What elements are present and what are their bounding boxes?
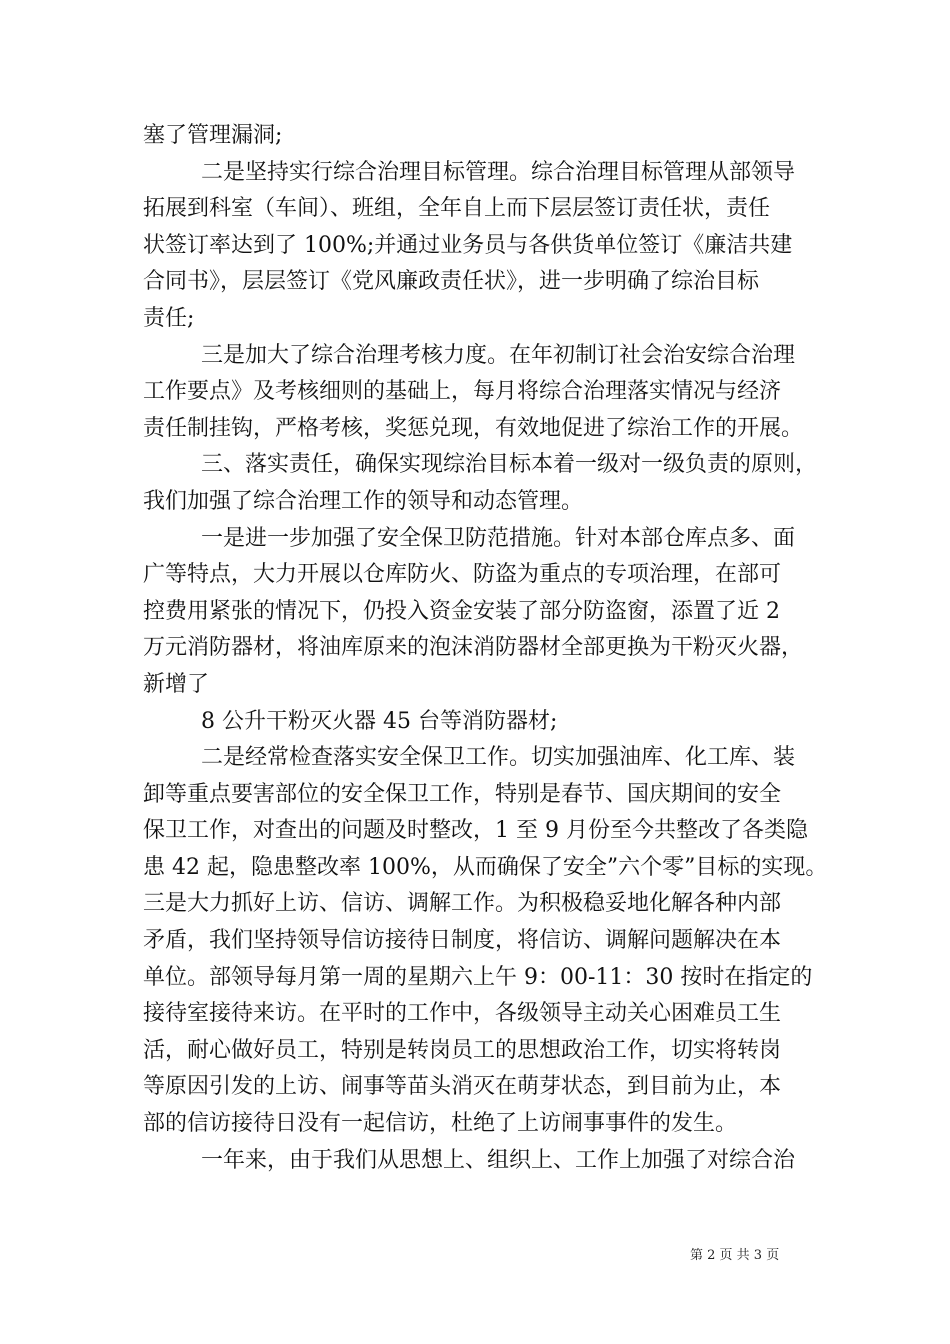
body-text-line: 广等特点，大力开展以仓库防火、防盗为重点的专项治理，在部可 [143,562,782,588]
body-text-line: 一是进一步加强了安全保卫防范措施。针对本部仓库点多、面 [201,525,796,551]
page-number-footer: 第 2 页 共 3 页 [690,1248,780,1263]
body-text-line: 责任制挂钩，严格考核，奖惩兑现，有效地促进了综治工作的开展。 [143,415,804,441]
body-text-line: 三是大力抓好上访、信访、调解工作。为积极稳妥地化解各种内部 [143,891,782,917]
body-text-line: 活，耐心做好员工，特别是转岗员工的思想政治工作，切实将转岗 [143,1037,782,1063]
body-text-line: 矛盾，我们坚持领导信访接待日制度，将信访、调解问题解决在本 [143,928,782,954]
body-text-line: 工作要点》及考核细则的基础上，每月将综合治理落实情况与经济 [143,379,782,405]
body-text-line: 保卫工作，对查出的问题及时整改，1 至 9 月份至今共整改了各类隐 [143,818,808,844]
document-body [143,118,828,1179]
body-text-line: 接待室接待来访。在平时的工作中，各级领导主动关心困难员工生 [143,1001,782,1027]
body-text-line: 卸等重点要害部位的安全保卫工作，特别是春节、国庆期间的安全 [143,781,782,807]
body-text-line: 我们加强了综合治理工作的领导和动态管理。 [143,488,584,514]
body-text-line: 三是加大了综合治理考核力度。在年初制订社会治安综合治理 [201,342,796,368]
body-text-line: 二是经常检查落实安全保卫工作。切实加强油库、化工库、装 [201,745,796,771]
body-text-line: 部的信访接待日没有一起信访，杜绝了上访闹事事件的发生。 [143,1111,738,1137]
body-text-line: 二是坚持实行综合治理目标管理。综合治理目标管理从部领导 [201,159,796,185]
body-text-line: 责任; [143,305,195,331]
body-text-line: 万元消防器材，将油库原来的泡沫消防器材全部更换为干粉灭火器， [143,635,804,661]
body-text-line: 新增了 [143,671,210,697]
body-text-line: 状签订率达到了 100%;并通过业务员与各供货单位签订《廉洁共建 [143,232,793,258]
body-text-line: 拓展到科室（车间）、班组，全年自上而下层层签订责任状，责任 [143,196,771,222]
body-text-line: 一年来，由于我们从思想上、组织上、工作上加强了对综合治 [201,1147,796,1173]
body-text-line: 塞了管理漏洞; [143,123,283,148]
body-text-line: 合同书》，层层签订《党风廉政责任状》，进一步明确了综治目标 [143,269,760,295]
body-text-line: 控费用紧张的情况下，仍投入资金安装了部分防盗窗，添置了近 2 [143,598,780,624]
body-text-line: 三、落实责任，确保实现综治目标本着一级对一级负责的原则， [201,452,818,478]
body-text-line: 8 公升干粉灭火器 45 台等消防器材; [201,708,558,734]
body-text-line: 患 42 起，隐患整改率 100%，从而确保了安全”六个零”目标的实现。 [143,854,828,880]
body-text-line: 等原因引发的上访、闹事等苗头消灭在萌芽状态，到目前为止，本 [143,1074,782,1100]
body-text-line: 单位。部领导每月第一周的星期六上午 9：00-11：30 按时在指定的 [143,964,813,990]
